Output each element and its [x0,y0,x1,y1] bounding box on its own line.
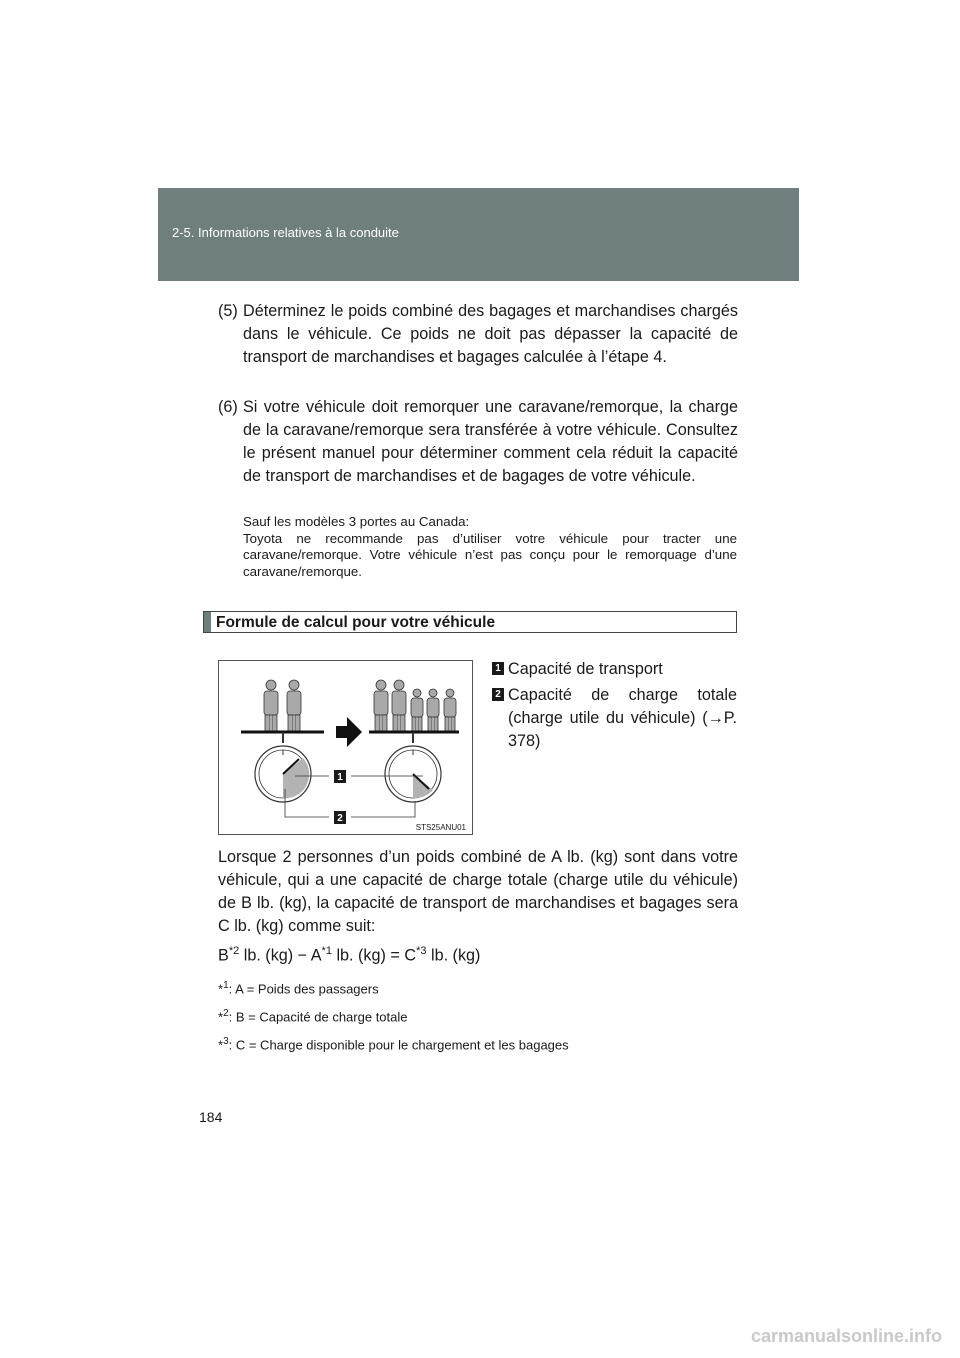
load-capacity-figure [218,660,473,835]
figure-label-2: 2 [337,813,343,824]
formula-c-sup: *3 [416,945,427,957]
body-paragraph: Lorsque 2 personnes d’un poids combiné de A lb. (kg) sont dans votre véhicule, qui a une capacité de charge totale (charge utile du véhicule) de B lb. (kg), la capacité de transport de marchandises et bagages sera C lb. (kg) comme suit: [218,848,738,935]
note-text: Toyota ne recommande pas d’utiliser votre véhicule pour tracter une caravane/remorque. Votre véhicule n’est pas conçu pour le remorquage d’une caravane/remorque. [243,530,737,579]
step-text: Déterminez le poids combiné des bagages et marchandises chargés dans le véhicule. Ce poids ne doit pas dépasser la capacité de transport de marchandises et bagages calculée à l’étape 4. [243,302,738,366]
page-header [158,188,799,281]
footnote-text: : A = Poids des passagers [228,981,379,997]
arrow-icon [336,717,362,747]
legend-badge: 2 [492,688,504,701]
formula-b: B [218,946,229,965]
footnote-mark: * [218,1037,224,1053]
footnote-mark: * [218,981,224,997]
legend-badge: 1 [492,662,504,675]
note-heading: Sauf les modèles 3 portes au Canada: [243,514,470,529]
legend-text: Capacité de charge totale (charge utile du véhicule) (→P. 378) [508,686,737,750]
page-number: 184 [199,1109,223,1125]
formula-a-sup: *1 [321,945,332,957]
gauge-left [255,746,311,802]
header-title: 2-5. Informations relatives à la conduite [172,225,399,240]
formula-b-sup: *2 [228,945,240,957]
legend-item-1 [492,658,737,681]
legend-item-2 [492,684,737,753]
formula [218,945,480,965]
formula-part1: lb. (kg) − A [239,946,322,965]
figure-illustration [219,661,474,836]
footnote-1 [218,980,379,996]
figure-label-1: 1 [337,772,343,783]
step-6 [218,396,738,488]
footnote-mark: * [218,1009,224,1025]
footnote-num: 1 [223,980,229,991]
step-number: (5) [218,302,238,320]
formula-part3: lb. (kg) [426,946,481,965]
gauge-right [385,746,441,802]
note [243,514,737,580]
step-text: Si votre véhicule doit remorquer une caravane/remorque, la charge de la caravane/remorque sera transférée à votre véhicule. Consultez le présent manuel pour déterminer comment cela réduit la capacité de transport de marchandises et de bagages de votre véhicule. [243,398,738,485]
figure-code: STS25ANU01 [415,823,466,832]
formula-part2: lb. (kg) = C [331,946,417,965]
footnote-text: : C = Charge disponible pour le chargement et les bagages [228,1037,569,1053]
watermark: carmanualsonline.info [750,1326,942,1346]
footnote-3 [218,1036,569,1052]
footnote-num: 3 [223,1036,229,1047]
legend-text: Capacité de transport [508,660,663,678]
passengers-right [374,680,456,731]
step-5 [218,300,738,369]
footnote-num: 2 [223,1008,229,1019]
footnote-2 [218,1008,408,1024]
passengers-left [264,680,301,731]
section-bar [204,612,211,632]
step-number: (6) [218,398,238,416]
section-header [203,611,737,633]
footnote-text: : B = Capacité de charge totale [228,1009,408,1025]
section-title: Formule de calcul pour votre véhicule [216,614,496,631]
